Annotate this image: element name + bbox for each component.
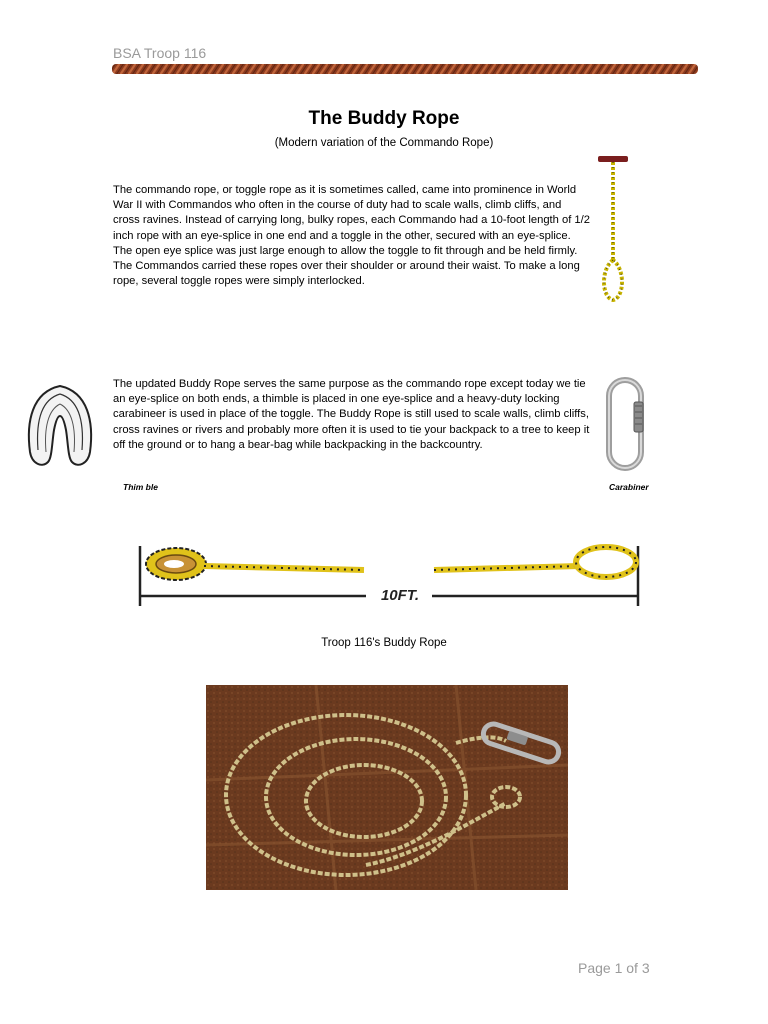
carabiner-icon (604, 376, 646, 472)
intro-paragraph: The commando rope, or toggle rope as it is sometimes called, came into prominence in World War II with Commandos who often in the course of duty had to scale walls, climb cliffs, and cross ravines. Instead of carrying long, bulky ropes, each Commando had a 10-foot length of 1/2 inch rope with an eye-splice in one end and a toggle in the other, secured with an eye-splice. The open eye splice was just large enough to allow the toggle to fit through and be held firmly. The Commandos carried these ropes over their shoulder or around their waist. To make a long rope, several toggle ropes were simply interlocked. (113, 184, 590, 288)
carabiner-caption: Carabiner (609, 482, 649, 492)
diagram-caption: Troop 116's Buddy Rope (321, 637, 447, 649)
page-title: The Buddy Rope (308, 108, 460, 129)
buddy-rope-diagram (134, 538, 644, 610)
commando-rope-illustration (592, 150, 638, 306)
header-troop-name: BSA Troop 116 (113, 45, 207, 61)
buddy-rope-photo (206, 685, 568, 890)
page-subtitle: (Modern variation of the Commando Rope) (274, 137, 494, 149)
rope-divider-bar (112, 63, 698, 75)
thimble-caption: Thim ble (123, 482, 158, 492)
diagram-length-label: 10FT. (380, 587, 420, 604)
page-number: Page 1 of 3 (578, 960, 650, 976)
update-paragraph: The updated Buddy Rope serves the same purpose as the commando rope except today we tie an eye-splice on both ends, a thimble is placed in one eye-splice and a heavy-duty locking carabineer is used in place of the toggle. The Buddy Rope is still used to scale walls, climb cliffs, cross ravines or rivers and probably more often it is used to tie your backpack to a tree to keep it off the ground or to hang a bear-bag while backpacking in the backcountry. (113, 378, 590, 451)
thimble-icon (22, 382, 98, 472)
